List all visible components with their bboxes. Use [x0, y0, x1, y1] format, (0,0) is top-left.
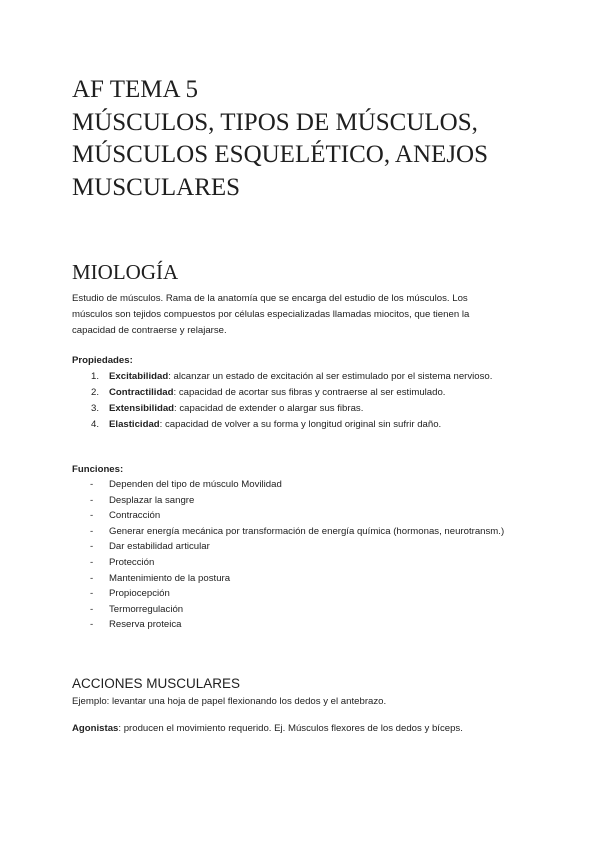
list-item	[72, 369, 532, 385]
dash-bullet: -	[90, 494, 94, 506]
dash-bullet: -	[90, 479, 94, 490]
funciones-list	[72, 477, 532, 633]
item-text: Dependen del tipo de músculo Movilidad	[109, 479, 282, 490]
item-text: Dar estabilidad articular	[109, 541, 210, 553]
item-number: 4.	[91, 419, 100, 430]
list-item	[72, 508, 532, 524]
item-text: : capacidad de volver a su forma y longitud original sin sufrir daño.	[159, 419, 442, 430]
item-number: 1.	[91, 371, 100, 382]
propiedades-label: Propiedades:	[72, 355, 133, 366]
list-item	[72, 617, 532, 633]
item-term: Elasticidad	[109, 419, 160, 430]
section-heading-acciones: ACCIONES MUSCULARES	[72, 676, 241, 691]
dash-bullet: -	[90, 588, 94, 600]
title-line: MUSCULARES	[72, 173, 241, 201]
propiedades-list	[72, 369, 532, 433]
dash-bullet: -	[90, 556, 94, 568]
list-item	[72, 493, 532, 509]
item-text: Reserva proteica	[109, 619, 182, 631]
item-number: 2.	[91, 387, 100, 398]
item-text: : capacidad de extender o alargar sus fibras.	[174, 403, 364, 414]
item-text: Generar energía mecánica por transformación de energía química (hormonas, neurotransm.)	[109, 525, 505, 537]
item-text: Protección	[109, 556, 155, 568]
dash-bullet: -	[90, 619, 94, 631]
item-number: 3.	[91, 403, 100, 414]
list-item	[72, 524, 532, 540]
dash-bullet: -	[90, 525, 94, 537]
funciones-label: Funciones:	[72, 464, 124, 475]
agonistas-term: Agonistas	[72, 723, 119, 734]
intro-line: músculos son tejidos compuestos por células especializadas llamadas miocitos, que tienen la	[72, 309, 470, 320]
list-item	[72, 586, 532, 602]
item-text: : alcanzar un estado de excitación al ser estimulado por el sistema nervioso.	[168, 371, 493, 382]
list-item	[72, 477, 532, 493]
section-heading-miologia: MIOLOGÍA	[72, 260, 179, 284]
dash-bullet: -	[90, 541, 94, 553]
title-line: MÚSCULOS ESQUELÉTICO, ANEJOS	[72, 141, 489, 168]
item-text: Desplazar la sangre	[109, 494, 195, 506]
dash-bullet: -	[90, 510, 94, 522]
list-item	[72, 385, 532, 401]
item-text: Contracción	[109, 510, 161, 522]
item-text: : capacidad de acortar sus fibras y contraerse al ser estimulado.	[173, 387, 446, 398]
title-line: MÚSCULOS, TIPOS DE MÚSCULOS,	[72, 108, 478, 136]
list-item	[72, 602, 532, 618]
item-text: Mantenimiento de la postura	[109, 572, 231, 584]
list-item	[72, 401, 532, 417]
list-item	[72, 539, 532, 555]
item-text: Termorregulación	[109, 603, 184, 615]
ejemplo-paragraph: Ejemplo: levantar una hoja de papel flexionando los dedos y el antebrazo.	[72, 696, 387, 707]
dash-bullet: -	[90, 572, 94, 584]
item-text: Propiocepción	[109, 588, 170, 600]
dash-bullet: -	[90, 603, 94, 615]
list-item	[72, 571, 532, 587]
item-term: Contractilidad	[109, 387, 174, 398]
intro-line: Estudio de músculos. Rama de la anatomía que se encarga del estudio de los músculos. Los	[72, 293, 468, 304]
item-term: Excitabilidad	[109, 371, 169, 382]
list-item	[72, 417, 532, 433]
intro-line: capacidad de contraerse y relajarse.	[72, 325, 227, 336]
agonistas-paragraph	[72, 721, 542, 737]
agonistas-text: : producen el movimiento requerido. Ej. Músculos flexores de los dedos y bíceps.	[118, 723, 463, 734]
title-line: AF TEMA 5	[72, 76, 198, 103]
intro-paragraph	[72, 291, 532, 339]
document-title	[72, 74, 572, 204]
list-item	[72, 555, 532, 571]
item-term: Extensibilidad	[109, 403, 175, 414]
